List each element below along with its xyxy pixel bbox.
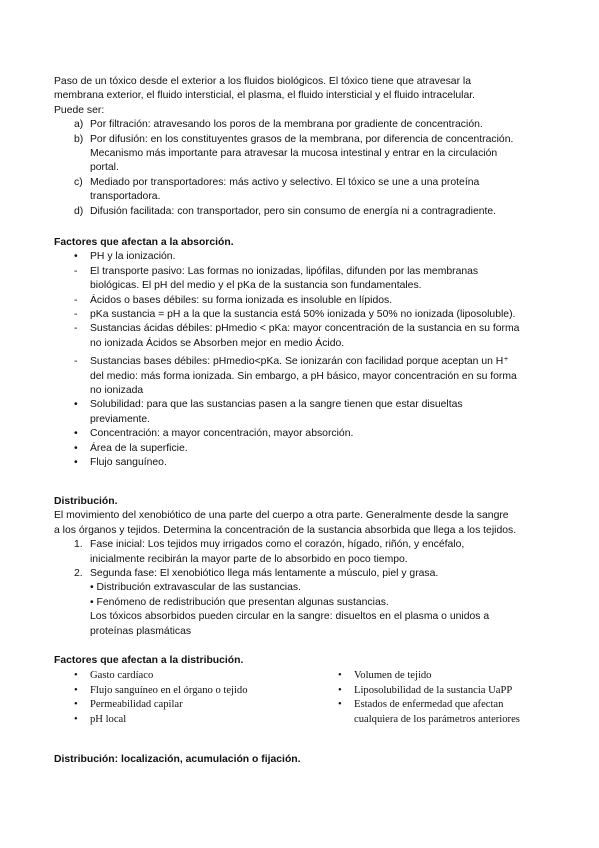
paragraph-line: El movimiento del xenobiótico de una parte del cuerpo a otra parte. Generalmente desde la sangre bbox=[54, 510, 509, 522]
list-item bbox=[54, 322, 554, 351]
list-item-text: Flujo sanguíneo en el órgano o tejido bbox=[90, 684, 248, 696]
list-item-text: Ácidos o bases débiles: su forma ionizada es insoluble en lípidos. bbox=[90, 294, 393, 306]
bullet-marker: • bbox=[74, 251, 78, 263]
list-item-text: Volumen de tejido bbox=[354, 670, 432, 681]
list-item-text: Área de la superficie. bbox=[90, 442, 188, 454]
list-item-text: El transporte pasivo: Las formas no ionizadas, lipófilas, difunden por las membranas bbox=[90, 265, 479, 277]
dash-marker: - bbox=[74, 356, 78, 368]
list-item bbox=[54, 355, 554, 398]
list-marker: b) bbox=[74, 133, 84, 145]
list-item bbox=[54, 669, 324, 684]
phase-subitems bbox=[54, 581, 554, 639]
section-heading: Distribución. bbox=[54, 496, 118, 507]
subitem: • Fenómeno de redistribución que presentan algunas sustancias. bbox=[90, 596, 389, 608]
list-item-text: cualquiera de los parámetros anteriores bbox=[354, 713, 520, 725]
list-item-text: biológicas. El pH del medio y el pKa de la sustancia son fundamentales. bbox=[90, 280, 422, 292]
paragraph-line: a los órganos y tejidos. Determina la concentración de la sustancia absorbida que llega a los tejidos. bbox=[54, 524, 517, 536]
list-item bbox=[54, 567, 554, 581]
list-item-text: Por filtración: atravesando los poros de la membrana por gradiente de concentración. bbox=[90, 119, 483, 131]
final-section bbox=[54, 753, 554, 767]
list-item bbox=[54, 713, 324, 728]
list-item bbox=[54, 398, 554, 427]
list-item-text: Concentración: a mayor concentración, mayor absorción. bbox=[90, 428, 354, 440]
list-item bbox=[54, 133, 554, 176]
list-marker: 2. bbox=[74, 568, 83, 580]
list-item-text: previamente. bbox=[90, 413, 151, 425]
intro-line: Puede ser: bbox=[54, 104, 105, 116]
list-item bbox=[318, 684, 554, 699]
list-item bbox=[318, 698, 554, 727]
list-item-text: PH y la ionización. bbox=[90, 251, 176, 263]
list-item-text: Flujo sanguíneo. bbox=[90, 457, 167, 469]
distribution-section bbox=[54, 495, 554, 639]
list-item-text: Solubilidad: para que las sustancias pasen a la sangre tienen que estar disueltas bbox=[90, 399, 463, 411]
list-item-text: Liposolubilidad de la sustancia UaPP bbox=[354, 684, 513, 696]
list-item-text: Mecanismo más importante para atravesar la mucosa intestinal y entrar en la circulación bbox=[90, 148, 498, 160]
list-item-text: no ionizada bbox=[90, 385, 144, 397]
list-item-text: pKa sustancia = pH a la que la sustancia está 50% ionizada y 50% no ionizada (liposoluble). bbox=[90, 309, 516, 321]
list-marker: a) bbox=[74, 119, 84, 131]
bullet-marker: • bbox=[338, 699, 342, 711]
list-item-text: Difusión facilitada: con transportador, pero sin consumo de energía ni a contragradiente. bbox=[90, 205, 497, 217]
list-item bbox=[54, 456, 554, 470]
bullet-marker: • bbox=[74, 684, 78, 696]
list-item-text: pH local bbox=[90, 713, 127, 725]
list-item bbox=[54, 176, 554, 205]
list-item bbox=[54, 442, 554, 456]
list-item bbox=[54, 205, 554, 219]
paragraph-line: Los tóxicos absorbidos pueden circular en la sangre: disueltos en el plasma o unidos a bbox=[90, 611, 490, 623]
list-item-text: Segunda fase: El xenobiótico llega más lentamente a músculo, piel y grasa. bbox=[90, 568, 439, 580]
list-item bbox=[54, 698, 324, 713]
list-marker: d) bbox=[74, 205, 84, 217]
list-item-text: Permeabilidad capilar bbox=[90, 699, 183, 711]
list-item-text: Por difusión: en los constituyentes grasos de la membrana, por diferencia de concentración. bbox=[90, 133, 514, 145]
bullet-marker: • bbox=[74, 699, 78, 711]
bullet-marker: • bbox=[338, 670, 342, 681]
list-item-text: Estados de enfermedad que afectan bbox=[354, 699, 504, 711]
list-item-text: portal. bbox=[90, 162, 119, 174]
absorption-factors-list bbox=[54, 250, 554, 470]
list-item bbox=[54, 294, 554, 308]
list-item-text: inicialmente recibirán la mayor parte de lo absorbido en poco tiempo. bbox=[90, 553, 408, 565]
list-marker: 1. bbox=[74, 539, 83, 551]
list-item bbox=[54, 308, 554, 322]
absorption-factors-section bbox=[54, 236, 554, 471]
list-item bbox=[54, 250, 554, 264]
section-heading: Factores que afectan a la absorción. bbox=[54, 237, 234, 248]
list-item-text: Mediado por transportadores: más activo y selectivo. El tóxico se une a una proteína bbox=[90, 176, 480, 188]
list-item bbox=[54, 118, 554, 132]
list-item bbox=[318, 669, 554, 684]
list-item-text: Fase inicial: Los tejidos muy irrigados como el corazón, hígado, riñón, y encéfalo, bbox=[90, 539, 465, 551]
intro-line: Paso de un tóxico desde el exterior a los fluidos biológicos. El tóxico tiene que atravesar la bbox=[54, 76, 472, 87]
dash-marker: - bbox=[74, 265, 78, 277]
list-item-text: transportadora. bbox=[90, 191, 161, 203]
list-item-text: no ionizada Ácidos se Absorben mejor en medio Ácido. bbox=[90, 337, 345, 349]
list-item bbox=[54, 427, 554, 441]
distribution-factors-left-list bbox=[54, 669, 324, 727]
dash-marker: - bbox=[74, 309, 78, 321]
list-item-text: Sustancias ácidas débiles: pHmedio < pKa: mayor concentración de la sustancia en su forma bbox=[90, 323, 520, 335]
list-item-text: Sustancias bases débiles: pHmedio<pKa. Se ionizarán con facilidad porque aceptan un H⁺ bbox=[90, 356, 509, 368]
bullet-marker: • bbox=[74, 428, 78, 440]
subitem: • Distribución extravascular de las sustancias. bbox=[90, 582, 301, 594]
bullet-marker: • bbox=[74, 670, 78, 681]
intro-section bbox=[54, 75, 554, 219]
paragraph-line: proteínas plasmáticas bbox=[90, 625, 192, 637]
dash-marker: - bbox=[74, 294, 78, 306]
bullet-marker: • bbox=[74, 457, 78, 469]
distribution-factors-heading-block bbox=[54, 654, 554, 668]
section-heading: Factores que afectan a la distribución. bbox=[54, 655, 244, 666]
dash-marker: - bbox=[74, 323, 78, 335]
list-item bbox=[54, 684, 324, 699]
list-marker: c) bbox=[74, 176, 83, 188]
bullet-marker: • bbox=[74, 442, 78, 454]
list-item bbox=[54, 265, 554, 294]
distribution-phases-list bbox=[54, 538, 554, 581]
list-item-text: Gasto cardíaco bbox=[90, 670, 154, 681]
intro-line: membrana exterior, el fluido intersticial, el plasma, el fluido intersticial y el fluido intracelular. bbox=[54, 90, 476, 102]
bullet-marker: • bbox=[74, 399, 78, 411]
distribution-factors-right-list bbox=[318, 669, 554, 727]
distribution-factors-columns bbox=[54, 669, 554, 729]
absorption-methods-list bbox=[54, 118, 554, 219]
list-item bbox=[54, 538, 554, 567]
list-item-text: del medio: más forma ionizada. Sin embargo, a pH básico, mayor concentración en su forma bbox=[90, 370, 517, 382]
bullet-marker: • bbox=[338, 684, 342, 696]
bullet-marker: • bbox=[74, 713, 78, 725]
section-heading: Distribución: localización, acumulación o fijación. bbox=[54, 754, 301, 765]
